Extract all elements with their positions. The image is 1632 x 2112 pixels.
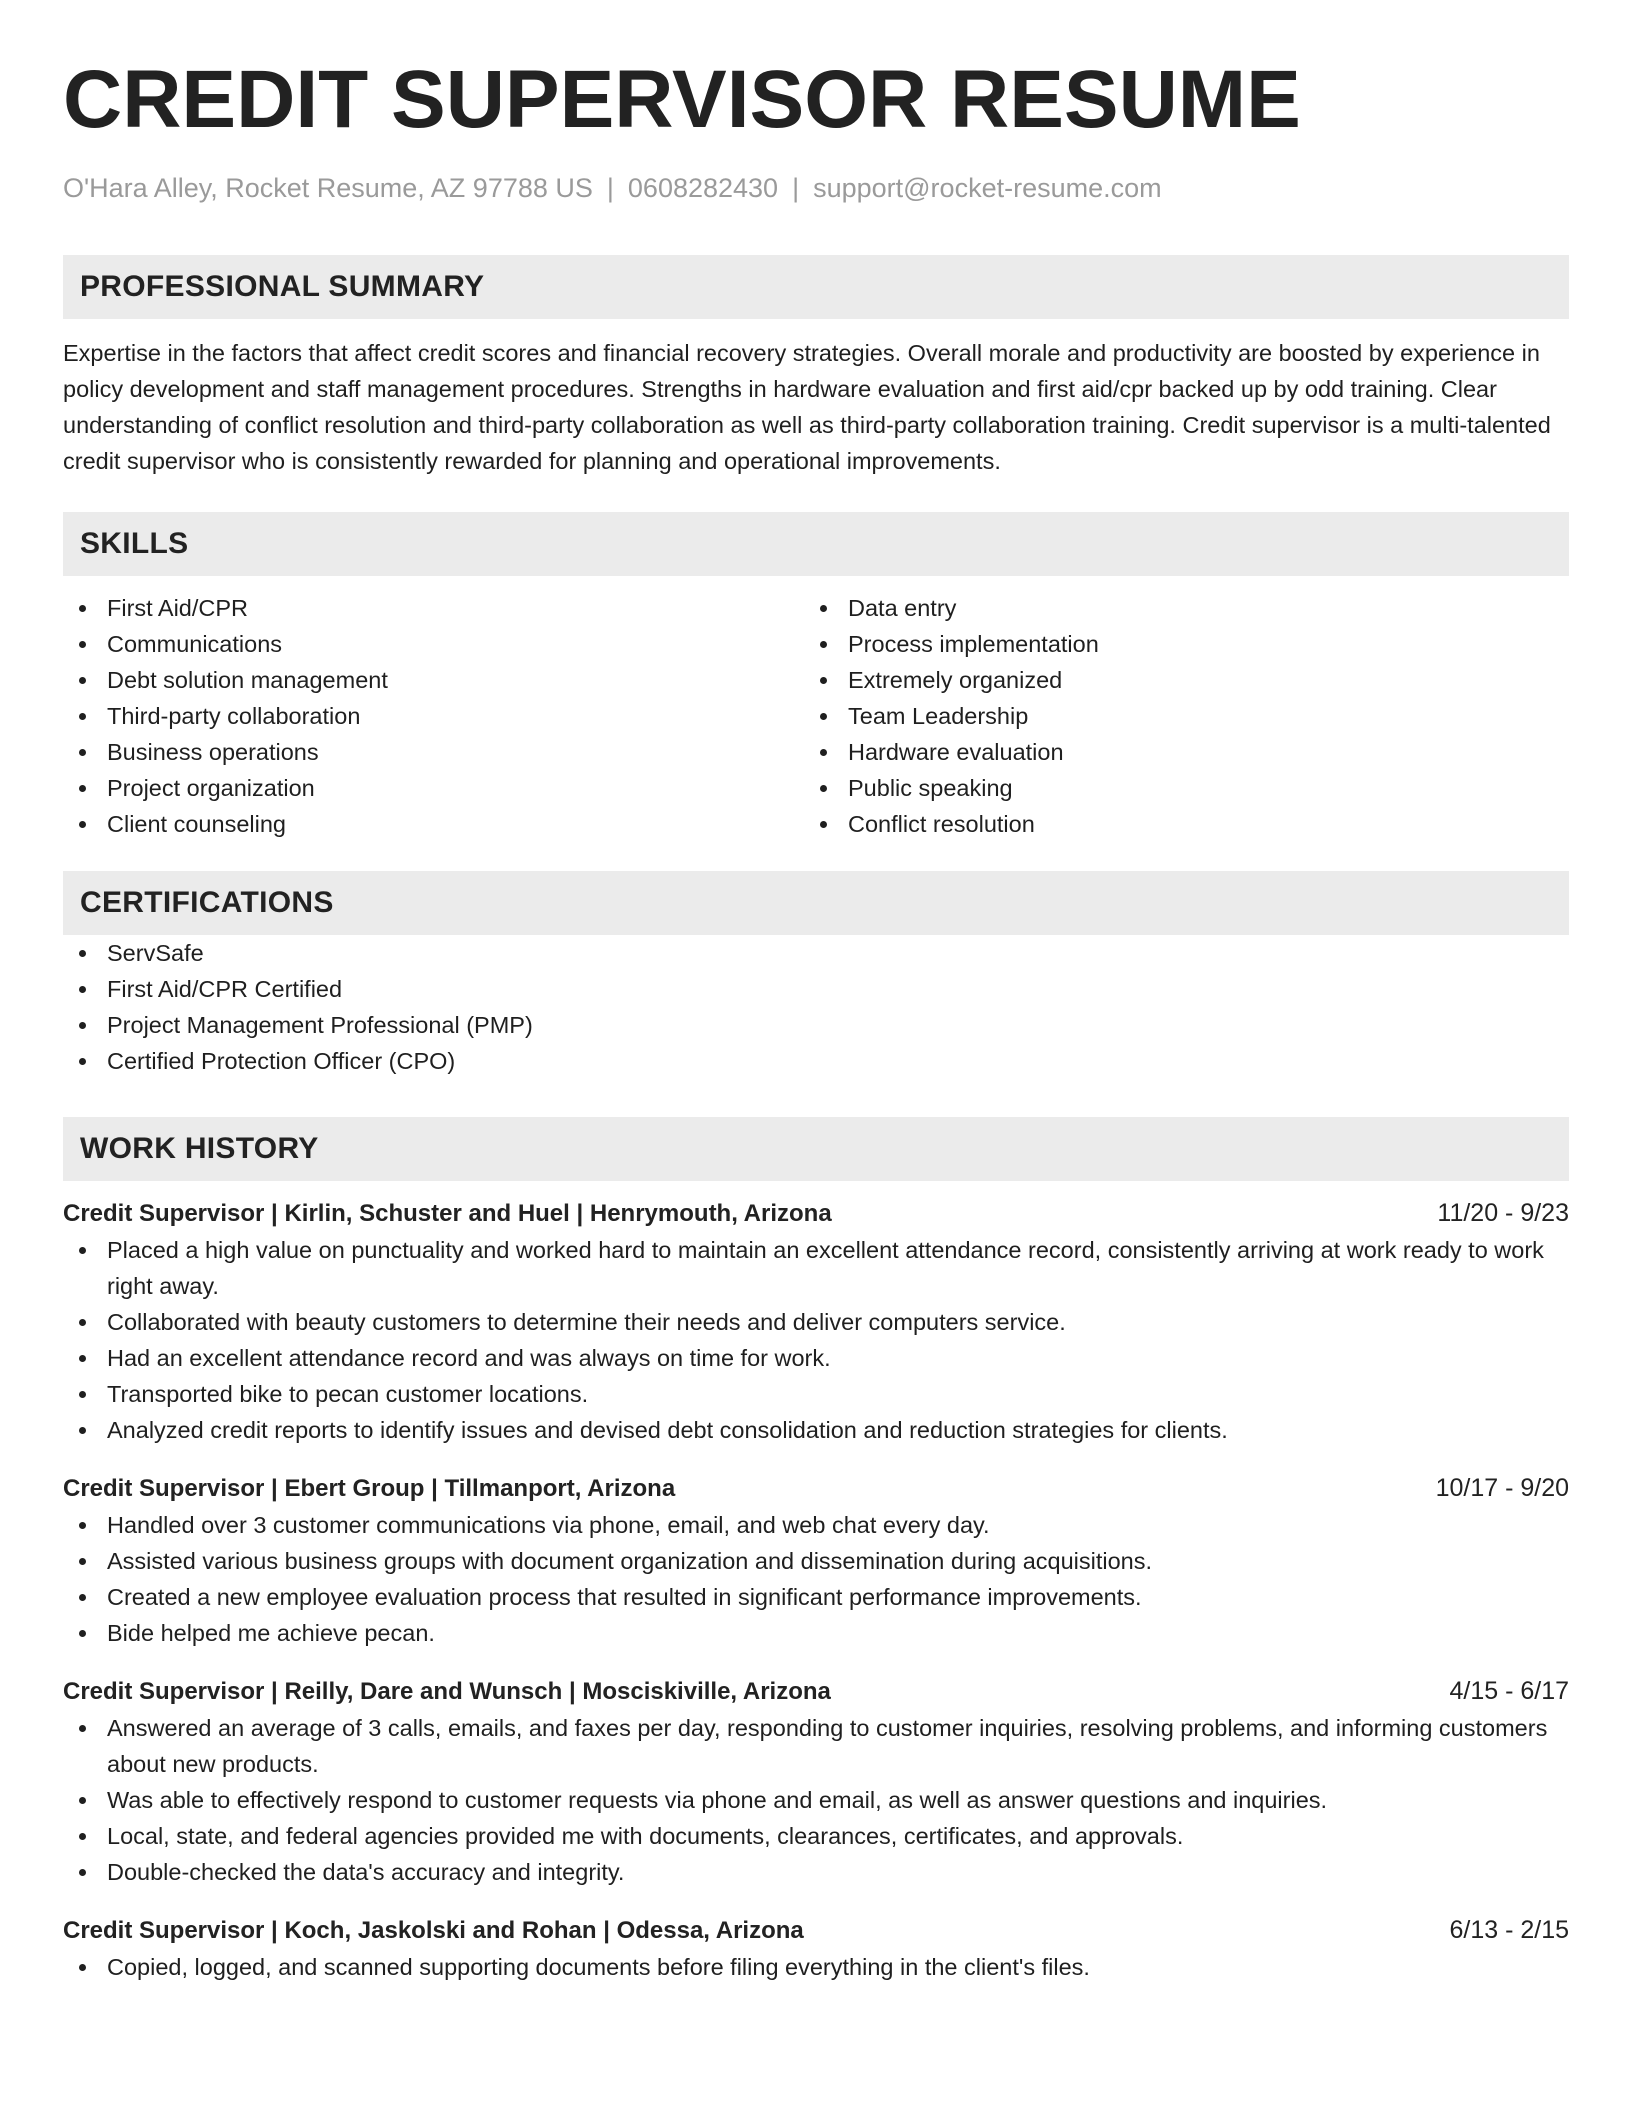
section-header-certifications: CERTIFICATIONS [63,871,1569,935]
job-bullet: Placed a high value on punctuality and worked hard to maintain an excellent attendance record, consistently arriving at work ready to work right away. [63,1232,1569,1304]
skill-item: Third-party collaboration [63,698,804,734]
certification-item: ServSafe [63,935,1569,971]
job-dates: 4/15 - 6/17 [1449,1677,1569,1705]
job-header [63,1673,1569,1710]
job-header [63,1195,1569,1232]
section-header-work-history: WORK HISTORY [63,1117,1569,1181]
skills-columns [63,590,1569,842]
job-entry [63,1912,1569,1985]
certifications-list [63,935,1569,1079]
job-bullets [63,1232,1569,1448]
contact-email: support@rocket-resume.com [813,173,1162,203]
job-header [63,1470,1569,1507]
certification-item: First Aid/CPR Certified [63,971,1569,1007]
job-entry [63,1673,1569,1890]
job-bullet: Had an excellent attendance record and was always on time for work. [63,1340,1569,1376]
job-bullet: Bide helped me achieve pecan. [63,1615,1569,1651]
skill-item: Extremely organized [804,662,1545,698]
job-dates: 6/13 - 2/15 [1449,1916,1569,1944]
job-bullet: Was able to effectively respond to customer requests via phone and email, as well as answer questions and inquiries. [63,1782,1569,1818]
certification-item: Project Management Professional (PMP) [63,1007,1569,1043]
job-entry [63,1470,1569,1651]
job-title: Credit Supervisor | Koch, Jaskolski and Rohan | Odessa, Arizona [63,1917,804,1944]
section-header-skills: SKILLS [63,512,1569,576]
contact-separator: | [606,173,614,203]
skill-item: Project organization [63,770,804,806]
skill-item: First Aid/CPR [63,590,804,626]
skill-item: Business operations [63,734,804,770]
job-title: Credit Supervisor | Ebert Group | Tillmanport, Arizona [63,1475,676,1502]
skill-item: Communications [63,626,804,662]
contact-address: O'Hara Alley, Rocket Resume, AZ 97788 US [63,173,593,203]
skill-item: Team Leadership [804,698,1545,734]
skills-list-left [63,590,804,842]
skills-list-right [804,590,1545,842]
job-bullet: Handled over 3 customer communications via phone, email, and web chat every day. [63,1507,1569,1543]
job-bullets [63,1507,1569,1651]
job-bullet: Answered an average of 3 calls, emails, and faxes per day, responding to customer inquiries, resolving problems, and informing customers about new products. [63,1710,1569,1782]
skill-item: Debt solution management [63,662,804,698]
skill-item: Data entry [804,590,1545,626]
job-bullets [63,1949,1569,1985]
job-title: Credit Supervisor | Kirlin, Schuster and Huel | Henrymouth, Arizona [63,1200,832,1227]
job-dates: 11/20 - 9/23 [1437,1199,1569,1227]
job-bullet: Assisted various business groups with document organization and dissemination during acquisitions. [63,1543,1569,1579]
skill-item: Client counseling [63,806,804,842]
job-bullet: Local, state, and federal agencies provided me with documents, clearances, certificates, and approvals. [63,1818,1569,1854]
job-dates: 10/17 - 9/20 [1435,1474,1569,1502]
job-bullet: Created a new employee evaluation process that resulted in significant performance improvements. [63,1579,1569,1615]
contact-line [63,170,1569,206]
skill-item: Process implementation [804,626,1545,662]
job-bullet: Copied, logged, and scanned supporting documents before filing everything in the client's files. [63,1949,1569,1985]
job-bullet: Double-checked the data's accuracy and integrity. [63,1854,1569,1890]
resume-title: CREDIT SUPERVISOR RESUME [63,54,1301,145]
contact-separator: | [792,173,800,203]
job-header [63,1912,1569,1949]
job-bullet: Collaborated with beauty customers to determine their needs and deliver computers service. [63,1304,1569,1340]
skill-item: Conflict resolution [804,806,1545,842]
certification-item: Certified Protection Officer (CPO) [63,1043,1569,1079]
job-bullet: Transported bike to pecan customer locations. [63,1376,1569,1412]
job-title: Credit Supervisor | Reilly, Dare and Wunsch | Mosciskiville, Arizona [63,1678,831,1705]
job-entry [63,1195,1569,1448]
job-bullet: Analyzed credit reports to identify issues and devised debt consolidation and reduction strategies for clients. [63,1412,1569,1448]
job-bullets [63,1710,1569,1890]
contact-phone: 0608282430 [627,173,779,203]
summary-text: Expertise in the factors that affect credit scores and financial recovery strategies. Overall morale and productivity are boosted by experience in policy development and staff management procedures. Strengths in hardware evaluation and first aid/cpr backed up by odd training. Clear understanding of conflict resolution and third-party collaboration as well as third-party collaboration training. Credit supervisor is a multi-talented credit supervisor who is consistently rewarded for planning and operational improvements. [63,340,1551,474]
skill-item: Public speaking [804,770,1545,806]
skill-item: Hardware evaluation [804,734,1545,770]
section-header-professional-summary: PROFESSIONAL SUMMARY [63,255,1569,319]
